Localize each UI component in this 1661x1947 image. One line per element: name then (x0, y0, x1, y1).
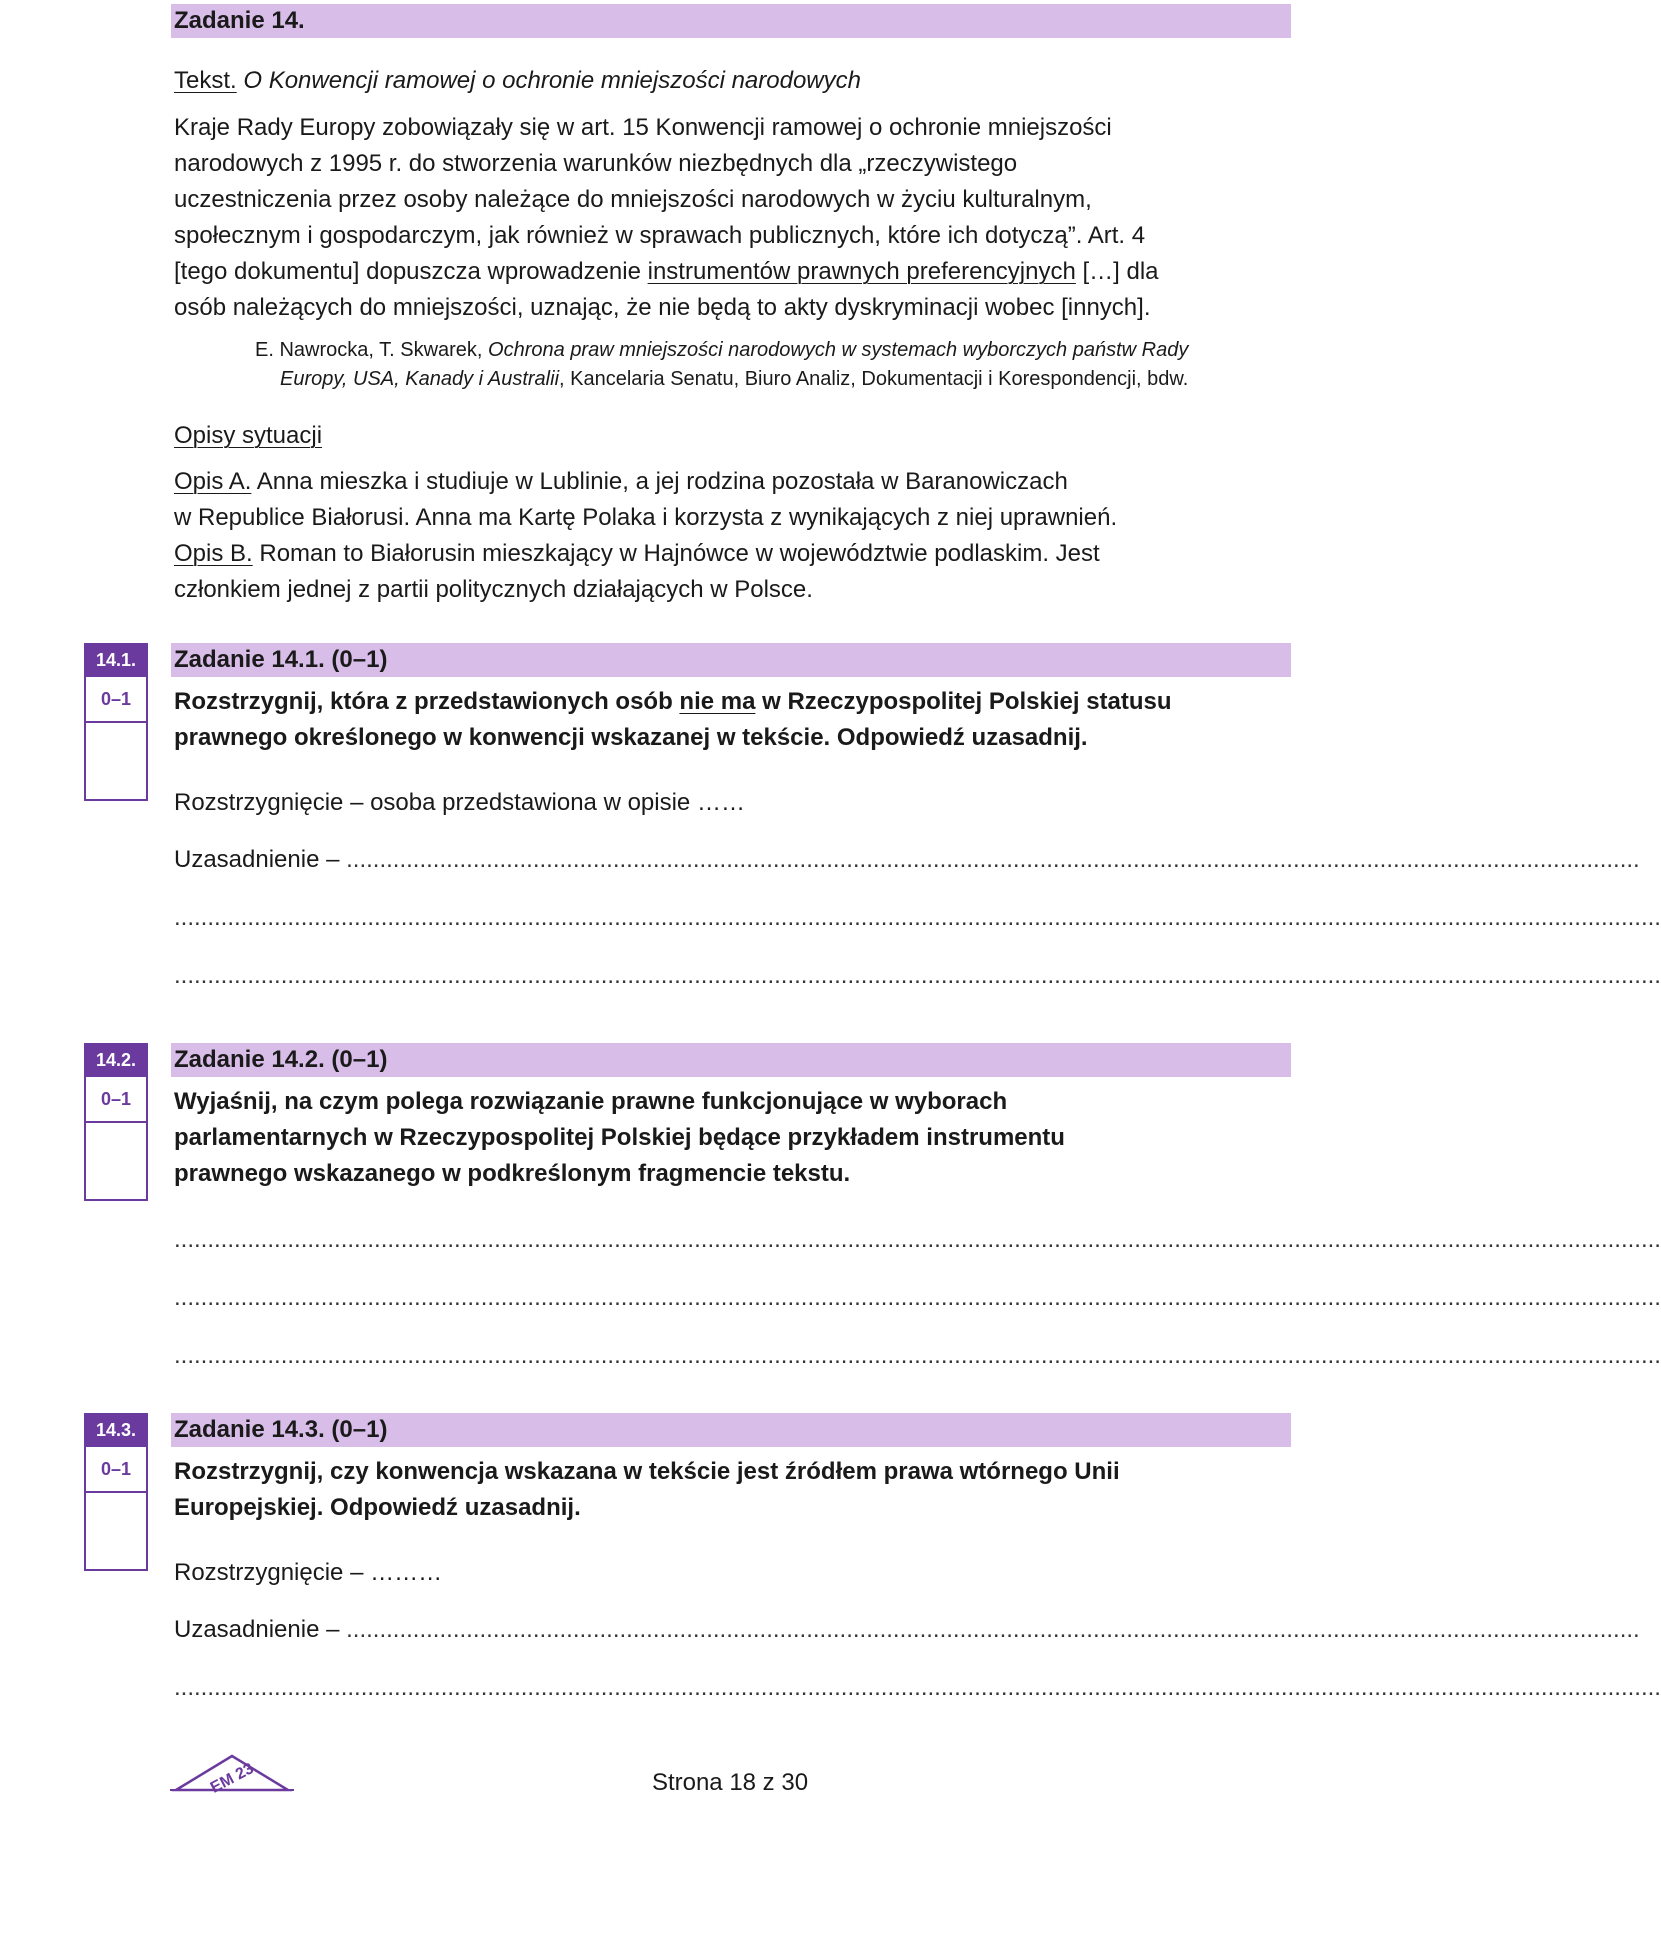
prompt-fragment: Rozstrzygnij, która z przedstawionych osób (174, 688, 680, 715)
prompt-line: prawnego określonego w konwencji wskazanej w tekście. Odpowiedź uzasadnij. (174, 724, 1088, 751)
q1-decision: Rozstrzygnięcie – osoba przedstawiona w opisie …… (174, 789, 745, 816)
answer-dots: ............................................................................................................................................................................................................................... (174, 962, 1661, 989)
q1-points: 0–1 (86, 677, 146, 723)
paragraph-line: uczestniczenia przez osoby należące do mniejszości narodowych w życiu kulturalnym, (174, 186, 1092, 213)
q1-title: Zadanie 14.1. (0–1) (171, 643, 1291, 677)
q2-prompt (174, 1084, 1299, 1192)
q1-score-box (84, 677, 148, 801)
q3-title: Zadanie 14.3. (0–1) (171, 1413, 1291, 1447)
text-heading (174, 63, 1294, 99)
answer-dots: ............................................................................................................................................................................................................................... (174, 1284, 1661, 1311)
underlined-fragment: instrumentów prawnych preferencyjnych (647, 258, 1076, 285)
answer-dots: ............................................................................................................................................................................................................................... (174, 904, 1661, 931)
situations-list (174, 464, 1299, 608)
situations-heading: Opisy sytuacji (174, 422, 323, 449)
q3-justification-label: Uzasadnienie – (174, 1616, 347, 1643)
prompt-line: parlamentarnych w Rzeczypospolitej Polskiej będące przykładem instrumentu (174, 1124, 1065, 1151)
paragraph-fragment: […] dla (1075, 258, 1159, 285)
em-logo-icon (170, 1752, 294, 1797)
em-logo (170, 1752, 294, 1797)
source-publisher: , Kancelaria Senatu, Biuro Analiz, Dokumentacji i Korespondencji, bdw. (559, 368, 1189, 390)
source-authors: E. Nawrocka, T. Skwarek, (255, 339, 489, 361)
source-title: Ochrona praw mniejszości narodowych w systemach wyborczych państw Rady (488, 339, 1189, 361)
answer-dots: .................................................................................................................................................................................................. (346, 846, 1640, 873)
q3-justification-line[interactable] (174, 1615, 1640, 1645)
q1-number-badge: 14.1. (84, 643, 148, 677)
q1-answer-line-2[interactable] (174, 903, 1661, 933)
q2-number-badge: 14.2. (84, 1043, 148, 1077)
q3-score-box (84, 1447, 148, 1571)
q1-prompt (174, 684, 1299, 756)
situation-text: Anna mieszka i studiuje w Lublinie, a jej rodzina pozostała w Baranowiczach (251, 468, 1068, 495)
situation-b (174, 536, 1299, 572)
q1-justification-line[interactable] (174, 845, 1640, 875)
q2-title: Zadanie 14.2. (0–1) (171, 1043, 1291, 1077)
source-citation (255, 336, 1295, 394)
answer-dots: ............................................................................................................................................................................................................................... (174, 1674, 1661, 1701)
paragraph-line: społecznym i gospodarczym, jak również w sprawach publicznych, które ich dotyczą”. Art. 4 (174, 222, 1146, 249)
prompt-line (174, 684, 1299, 720)
answer-dots: ............................................................................................................................................................................................................................... (174, 1342, 1661, 1369)
q1-answer-line-3[interactable] (174, 961, 1661, 991)
q2-points: 0–1 (86, 1077, 146, 1123)
paragraph-line (174, 254, 1299, 290)
prompt-emphasis: nie ma (679, 688, 756, 715)
q2-answer-line-2[interactable] (174, 1283, 1661, 1313)
situation-text: w Republice Białorusi. Anna ma Kartę Polaka i korzysta z wynikających z niej uprawnień. (174, 504, 1118, 531)
answer-dots: ............................................................................................................................................................................................................................... (174, 1226, 1661, 1253)
task-title: Zadanie 14. (171, 4, 1291, 38)
q2-score-box (84, 1077, 148, 1201)
situation-text: członkiem jednej z partii politycznych działających w Polsce. (174, 576, 813, 603)
prompt-fragment: w Rzeczypospolitej Polskiej statusu (755, 688, 1172, 715)
source-line (255, 336, 1295, 365)
q2-score-field (86, 1123, 146, 1199)
prompt-line: Europejskiej. Odpowiedź uzasadnij. (174, 1494, 581, 1521)
prompt-line: Rozstrzygnij, czy konwencja wskazana w tekście jest źródłem prawa wtórnego Unii (174, 1458, 1120, 1485)
q1-score-field (86, 723, 146, 799)
situation-text: Roman to Białorusin mieszkający w Hajnówce w województwie podlaskim. Jest (252, 540, 1100, 567)
q3-score-field (86, 1493, 146, 1569)
svg-text:EM 23: EM 23 (207, 1760, 257, 1797)
q1-justification-label: Uzasadnienie – (174, 846, 347, 873)
paragraph-line: Kraje Rady Europy zobowiązały się w art. 15 Konwencji ramowej o ochronie mniejszości (174, 114, 1112, 141)
q3-prompt (174, 1454, 1299, 1526)
paragraph-line: narodowych z 1995 r. do stworzenia warunków niezbędnych dla „rzeczywistego (174, 150, 1018, 177)
situation-a (174, 464, 1299, 500)
q3-decision: Rozstrzygnięcie – ……… (174, 1559, 443, 1586)
paragraph-line: osób należących do mniejszości, uznając, że nie będą to akty dyskryminacji wobec [innych]. (174, 294, 1151, 321)
page-number: Strona 18 z 30 (651, 1769, 809, 1796)
source-title: Europy, USA, Kanady i Australii (280, 368, 560, 390)
q2-answer-line-3[interactable] (174, 1341, 1661, 1371)
source-line (255, 365, 1295, 394)
text-paragraph (174, 110, 1299, 326)
q3-answer-line-2[interactable] (174, 1673, 1661, 1703)
situation-b-label: Opis B. (174, 540, 253, 567)
prompt-line: prawnego wskazanego w podkreślonym fragmencie tekstu. (174, 1160, 851, 1187)
text-label: Tekst. (174, 67, 237, 94)
situation-a-label: Opis A. (174, 468, 252, 495)
text-title: O Konwencji ramowej o ochronie mniejszości narodowych (243, 67, 861, 94)
q3-number-badge: 14.3. (84, 1413, 148, 1447)
prompt-line: Wyjaśnij, na czym polega rozwiązanie prawne funkcjonujące w wyborach (174, 1088, 1008, 1115)
q2-answer-line-1[interactable] (174, 1225, 1661, 1255)
q3-points: 0–1 (86, 1447, 146, 1493)
answer-dots: .................................................................................................................................................................................................. (346, 1616, 1640, 1643)
paragraph-fragment: [tego dokumentu] dopuszcza wprowadzenie (174, 258, 648, 285)
